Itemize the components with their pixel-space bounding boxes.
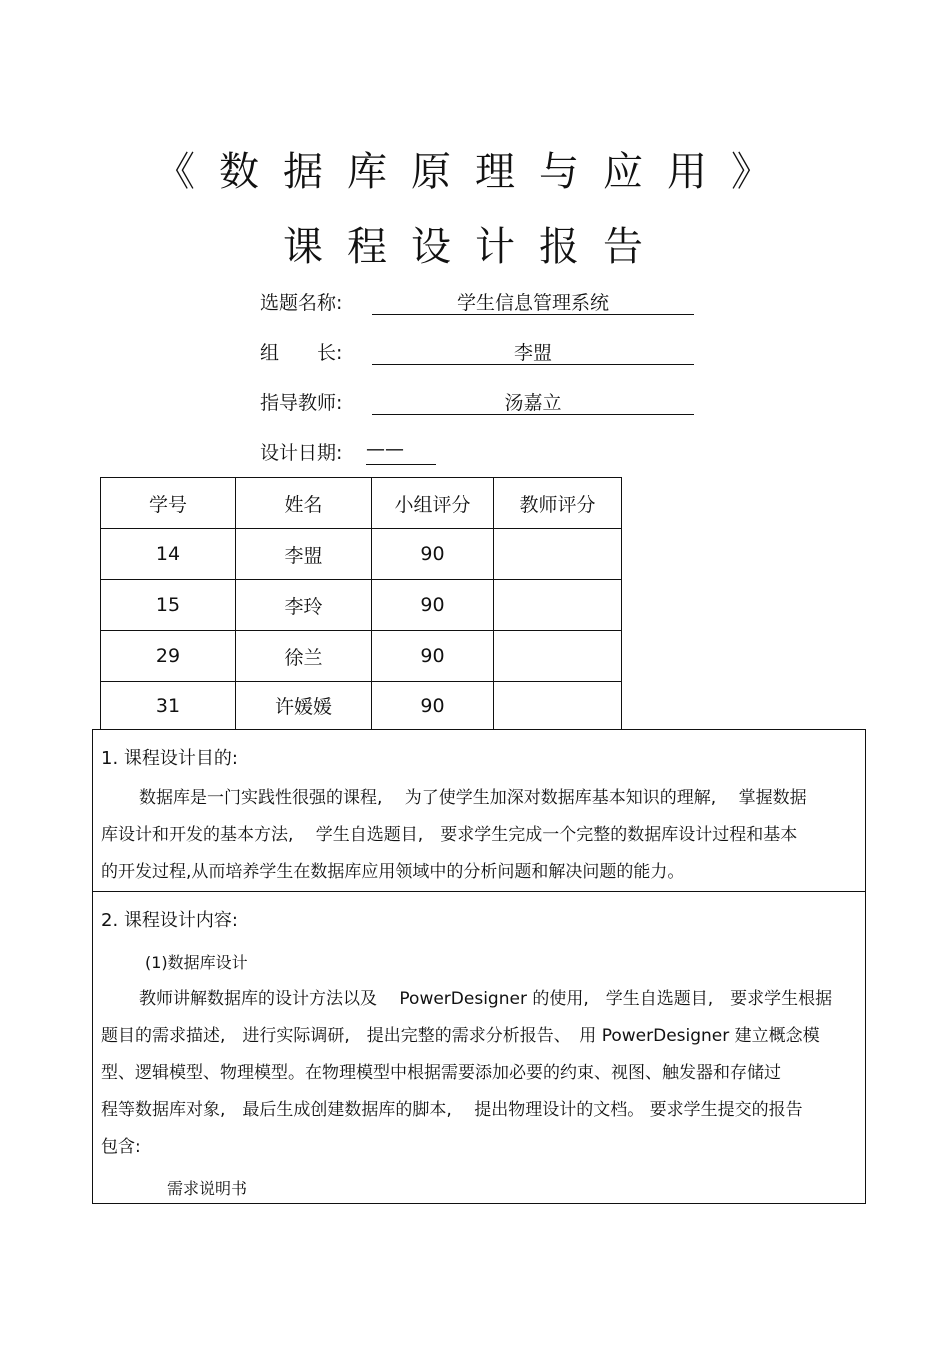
paragraph-line: 程等数据库对象, 最后生成创建数据库的脚本, 提出物理设计的文档。 要求学生提交的报告 — [101, 1100, 803, 1120]
topic-label: 选题名称: — [260, 292, 343, 314]
paragraph-line: 教师讲解数据库的设计方法以及 PowerDesigner 的使用, 学生自选题目, 要求学生根据 — [139, 989, 833, 1009]
header-teacher-score: 教师评分 — [494, 478, 622, 529]
cell-group-score: 90 — [372, 529, 494, 580]
cell-name: 李玲 — [236, 580, 372, 631]
section-purpose — [92, 729, 866, 892]
section-content-heading: 2. 课程设计内容: — [101, 910, 238, 931]
cell-group-score: 90 — [372, 631, 494, 682]
report-title-line1: 《数据库原理与应用》 — [155, 149, 795, 195]
table-row — [101, 631, 622, 682]
paragraph-line: 的开发过程,从而培养学生在数据库应用领域中的分析问题和解决问题的能力。 — [101, 862, 685, 882]
paragraph-line: 题目的需求描述, 进行实际调研, 提出完整的需求分析报告、 用 PowerDesigner 建立概念模 — [101, 1026, 820, 1046]
paragraph-line: 包含: — [101, 1137, 141, 1157]
score-table-header — [101, 478, 622, 529]
leader-label: 组 长: — [260, 342, 343, 364]
cell-teacher-score — [494, 529, 622, 580]
cell-id: 29 — [101, 631, 236, 682]
cell-id: 31 — [101, 682, 236, 730]
section-content-body — [101, 981, 859, 1166]
paragraph-line: 型、逻辑模型、物理模型。在物理模型中根据需要添加必要的约束、视图、触发器和存储过 — [101, 1063, 781, 1083]
cell-group-score: 90 — [372, 580, 494, 631]
cell-group-score: 90 — [372, 682, 494, 730]
advisor-label: 指导教师: — [260, 392, 343, 414]
topic-value: 学生信息管理系统 — [372, 288, 694, 315]
advisor-value: 汤嘉立 — [372, 388, 694, 415]
section-purpose-heading: 1. 课程设计目的: — [101, 748, 238, 769]
table-row — [101, 682, 622, 730]
requirement-item: 需求说明书 — [167, 1179, 248, 1198]
header-group-score: 小组评分 — [372, 478, 494, 529]
report-title-line2: 课程设计报告 — [283, 224, 667, 270]
section-content — [92, 891, 866, 1204]
leader-value: 李盟 — [372, 338, 694, 365]
cell-id: 14 — [101, 529, 236, 580]
cell-teacher-score — [494, 580, 622, 631]
cell-name: 徐兰 — [236, 631, 372, 682]
table-row — [101, 580, 622, 631]
score-table — [100, 477, 622, 730]
header-name: 姓名 — [236, 478, 372, 529]
paragraph-line: 数据库是一门实践性很强的课程, 为了使学生加深对数据库基本知识的理解, 掌握数据 — [139, 788, 807, 808]
table-row — [101, 529, 622, 580]
paragraph-line: 库设计和开发的基本方法, 学生自选题目, 要求学生完成一个完整的数据库设计过程和基本 — [101, 825, 798, 845]
section-purpose-body — [101, 780, 859, 891]
date-label: 设计日期: — [260, 442, 343, 464]
date-value: —— — [366, 438, 436, 465]
cell-name: 李盟 — [236, 529, 372, 580]
header-id: 学号 — [101, 478, 236, 529]
cell-teacher-score — [494, 682, 622, 730]
section-content-subheading: (1)数据库设计 — [145, 953, 248, 972]
cell-teacher-score — [494, 631, 622, 682]
cell-name: 许媛媛 — [236, 682, 372, 730]
cell-id: 15 — [101, 580, 236, 631]
